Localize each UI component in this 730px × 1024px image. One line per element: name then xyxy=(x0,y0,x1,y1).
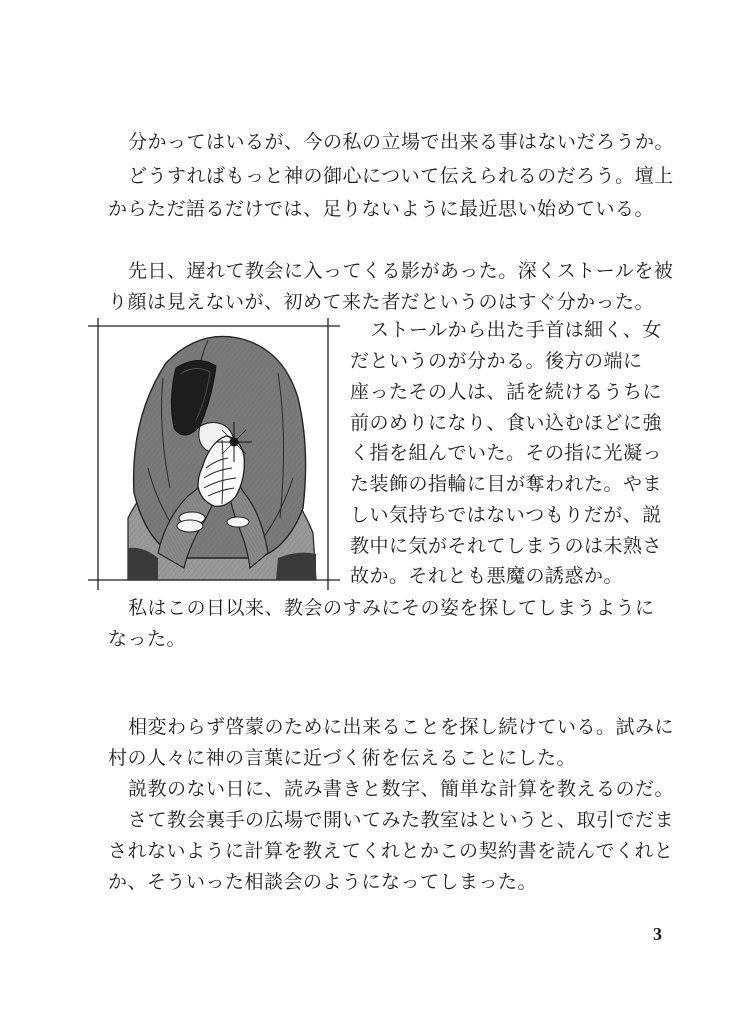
text-line: た装飾の指輪に目が奪われた。やま xyxy=(350,473,663,495)
text-line: 故か。それとも悪魔の誘惑か。 xyxy=(350,565,624,587)
text-line: か、そういった相談会のようになってしまった。 xyxy=(108,871,538,893)
text-line: く指を組んでいた。その指に光凝っ xyxy=(350,442,663,464)
text-line: されないように計算を教えてくれとかこの契約書を読んでくれと xyxy=(108,840,674,862)
text-line: 教中に気がそれてしまうのは未熟さ xyxy=(350,535,663,557)
text-line: からただ語るだけでは、足りないように最近思い始めている。 xyxy=(108,198,655,220)
text-line: 私はこの日以来、教会のすみにその姿を探してしまうように xyxy=(128,597,655,619)
hooded-woman-illustration xyxy=(88,318,340,590)
text-line: 説教のない日に、読み書きと数字、簡単な計算を教えるのだ。 xyxy=(128,778,675,800)
text-line: さて教会裏手の広場で開いてみた教室はというと、取引でだま xyxy=(128,809,675,831)
text-line: なった。 xyxy=(108,628,187,650)
page-number: 3 xyxy=(653,924,662,944)
text-line: 村の人々に神の言葉に近づく術を伝えることにした。 xyxy=(108,747,577,769)
text-line: 座ったその人は、話を続けるうちに xyxy=(350,381,663,403)
text-line: 先日、遅れて教会に入ってくる影があった。深くストールを被 xyxy=(128,260,674,282)
text-line: だというのが分かる。後方の端に xyxy=(350,350,643,372)
illustration-drawing xyxy=(88,318,340,590)
text-line: 相変わらず啓蒙のために出来ることを探し続けている。試みに xyxy=(128,716,675,738)
text-line: 前のめりになり、食い込むほどに強 xyxy=(350,412,663,434)
text-line: どうすればもっと神の御心について伝えられるのだろう。壇上 xyxy=(128,165,674,187)
text-line: り顔は見えないが、初めて来た者だというのはすぐ分かった。 xyxy=(108,291,655,313)
text-line: しい気持ちではないつもりだが、説 xyxy=(350,504,662,526)
text-line: 分かってはいるが、今の私の立場で出来る事はないだろうか。 xyxy=(128,131,675,153)
text-line: ストールから出た手首は細く、女 xyxy=(370,319,662,341)
